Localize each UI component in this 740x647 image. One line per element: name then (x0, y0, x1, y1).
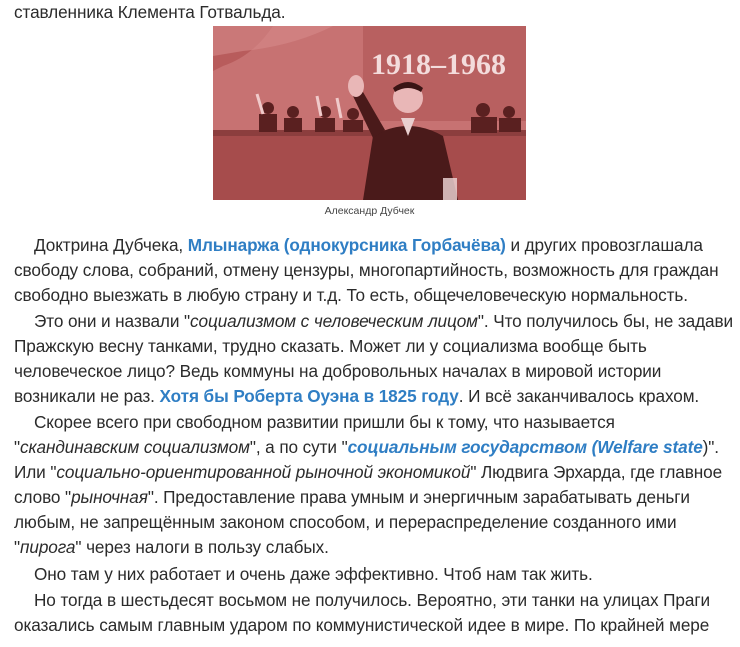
photo-dubcek (213, 26, 526, 200)
text-span: . И всё заканчивалось крахом. (458, 386, 700, 406)
emphasis-text: рыночная (71, 487, 148, 507)
emphasis-text: социализмом с человеческим лицом (190, 311, 478, 331)
paragraph-line (34, 233, 703, 258)
paragraph-line: оказались самым главным ударом по коммунистической идее в мире. По крайней мере (14, 615, 710, 635)
paragraph-line (34, 309, 733, 334)
emphasis-text: пирога (20, 537, 76, 557)
paragraph-line: свободу слова, собраний, отмену цензуры, многопартийность, возможность для граждан (14, 260, 719, 280)
paragraph-line (14, 535, 329, 560)
paragraph-line (14, 435, 719, 460)
paragraph-line: Скорее всего при свободном развитии пришли бы к тому, что называется (34, 412, 615, 432)
text-span: и других провозглашала (505, 235, 703, 255)
paragraph-line: свободно выезжать в любую страну и т.д. То есть, общечеловеческую нормальность. (14, 285, 688, 305)
text-span: " Людвига Эрхарда, где главное (470, 462, 723, 482)
emphasis-text: скандинавским социализмом (20, 437, 250, 457)
text-span: )". (702, 437, 719, 457)
text-span: " через налоги в пользу слабых. (75, 537, 329, 557)
text-line: ставленника Клемента Готвальда. (14, 2, 286, 22)
text-span: возникали не раз. (14, 386, 160, 406)
text-span: ". Предоставление права умным и энергичным зарабатывать деньги (147, 487, 690, 507)
emphasis-text: социально-ориентированной рыночной экономикой (56, 462, 471, 482)
text-span: Или " (14, 462, 57, 482)
text-span: " (14, 437, 21, 457)
text-span: Это они и назвали " (34, 311, 191, 331)
paragraph-line: любым, не запрещённым законом способом, и перераспределение созданного ими (14, 512, 677, 532)
text-span: Доктрина Дубчека, (34, 235, 188, 255)
photo-image (213, 26, 526, 200)
text-span: " (14, 537, 21, 557)
paragraph-line: Но тогда в шестьдесят восьмом не получилось. Вероятно, эти танки на улицах Праги (34, 590, 711, 610)
paragraph-line: Оно там у них работает и очень даже эффективно. Чтоб нам так жить. (34, 564, 593, 584)
paragraph-line (14, 384, 699, 409)
paragraph-line: Пражскую весну танками, трудно сказать. Может ли у социализма вообще быть (14, 336, 647, 356)
paragraph-line: человеческое лицо? Ведь коммуны на добровольных началах в мировой истории (14, 361, 662, 381)
link-mlynar[interactable]: Млынаржа (однокурсника Горбачёва) (187, 235, 506, 255)
text-span: ". Что получилось бы, не задави (477, 311, 733, 331)
text-span: ", а по сути " (249, 437, 348, 457)
link-owen[interactable]: Хотя бы Роберта Оуэна в 1825 году (159, 386, 459, 406)
link-welfare-state[interactable]: социальным государством (Welfare state (347, 437, 703, 457)
photo-caption: Александр Дубчек (324, 205, 415, 217)
paragraph-line (14, 460, 722, 485)
paragraph-line (14, 485, 690, 510)
photo-banner-text: 1918–1968 (371, 48, 506, 81)
text-span: слово " (14, 487, 72, 507)
